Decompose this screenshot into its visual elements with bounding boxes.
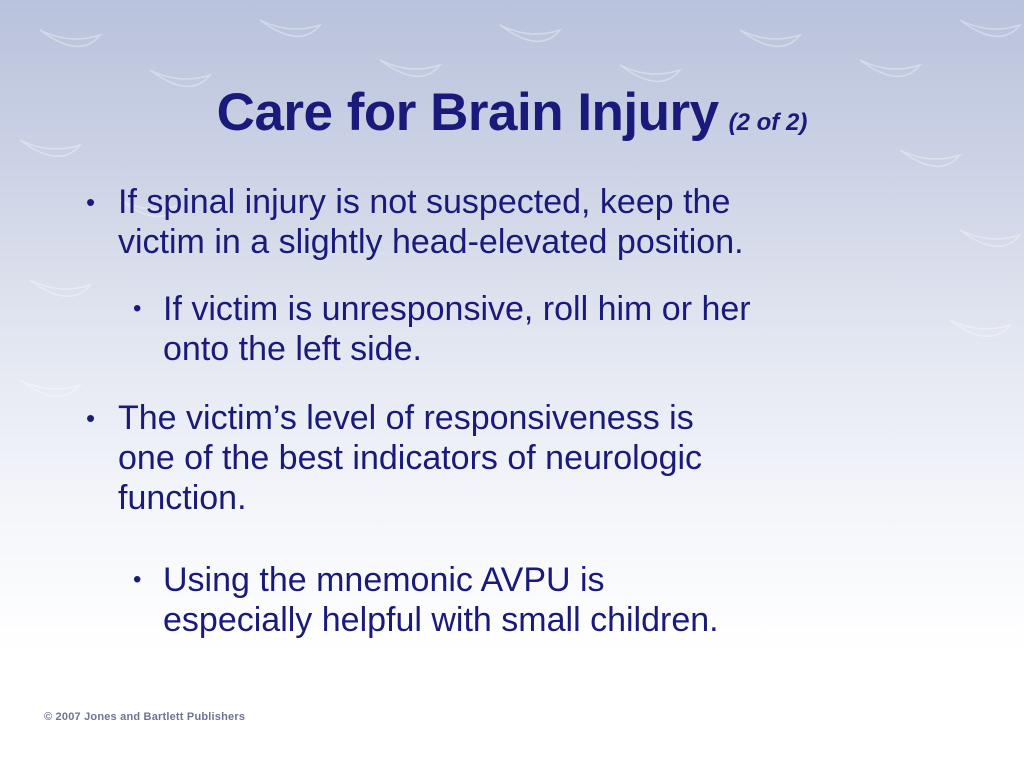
- bullet-marker: •: [86, 403, 96, 433]
- bullet-item: [86, 182, 744, 262]
- bullet-line: especially helpful with small children.: [163, 601, 719, 639]
- bullet-line: The victim’s level of responsiveness is: [118, 399, 694, 437]
- bullet-line: one of the best indicators of neurologic: [118, 439, 703, 477]
- bullet-marker: •: [133, 295, 142, 322]
- bullet-marker: •: [86, 187, 96, 217]
- bullet-line: If victim is unresponsive, roll him or her: [163, 290, 751, 328]
- bullet-line: victim in a slightly head-elevated position.: [118, 223, 744, 261]
- bullet-line: function.: [118, 479, 247, 517]
- sub-bullet-item: [133, 560, 719, 640]
- title-text: Care for Brain Injury: [216, 83, 719, 142]
- bullet-marker: •: [133, 566, 142, 593]
- bullet-line: onto the left side.: [163, 330, 422, 368]
- copyright-footer: © 2007 Jones and Bartlett Publishers: [44, 711, 246, 723]
- sub-bullet-item: [133, 289, 751, 369]
- slide-title: [0, 82, 1024, 143]
- bullet-line: If spinal injury is not suspected, keep the: [118, 183, 731, 221]
- bullet-item: [86, 398, 703, 518]
- bullet-line: Using the mnemonic AVPU is: [163, 561, 605, 599]
- title-page-indicator: (2 of 2): [728, 109, 808, 136]
